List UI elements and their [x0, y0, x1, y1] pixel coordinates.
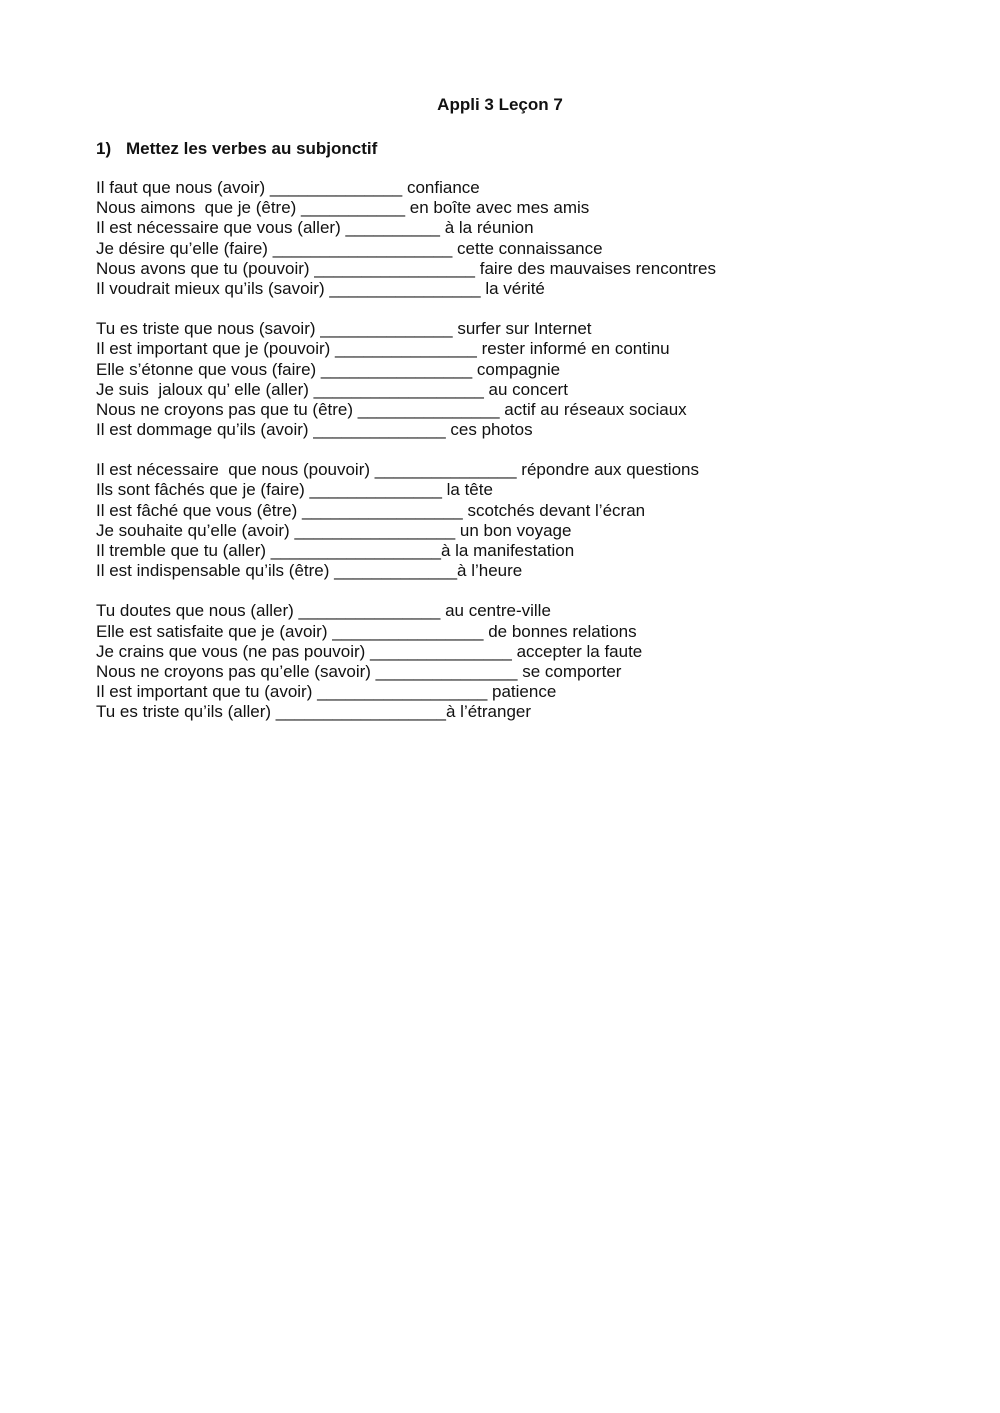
sentence: Nous avons que tu (pouvoir) _________________ faire des mauvaises rencontres [96, 258, 716, 278]
sentence: Tu doutes que nous (aller) _______________ au centre-ville [96, 601, 551, 621]
sentence: Il est dommage qu’ils (avoir) ______________ ces photos [96, 420, 533, 440]
sentence: Il est fâché que vous (être) _________________ scotchés devant l’écran [96, 500, 646, 520]
sentence: Il faut que nous (avoir) ______________ confiance [96, 178, 480, 197]
exercise-instruction: Mettez les verbes au subjonctif [126, 139, 378, 158]
sentence: Il est indispensable qu’ils (être) _____________à l’heure [96, 561, 523, 581]
sentence-list [96, 178, 956, 743]
sentence: Il voudrait mieux qu’ils (savoir) ________________ la vérité [96, 278, 545, 298]
sentence: Elle s’étonne que vous (faire) ________________ compagnie [96, 359, 561, 379]
sentence-group-1 [96, 178, 956, 299]
exercise-heading [96, 138, 377, 160]
sentence: Il est important que je (pouvoir) _______________ rester informé en continu [96, 339, 670, 359]
sentence: Il est important que tu (avoir) __________________ patience [96, 682, 557, 702]
sentence: Je suis jaloux qu’ elle (aller) __________________ au concert [96, 379, 568, 399]
sentence: Je crains que vous (ne pas pouvoir) _______________ accepter la faute [96, 641, 643, 661]
sentence: Nous ne croyons pas qu’elle (savoir) _______________ se comporter [96, 661, 622, 681]
sentence-group-3 [96, 460, 956, 581]
sentence: Il est nécessaire que nous (pouvoir) _______________ répondre aux questions [96, 460, 699, 480]
sentence: Il tremble que tu (aller) __________________à la manifestation [96, 541, 575, 560]
sentence: Tu es triste qu’ils (aller) __________________à l’étranger [96, 702, 532, 722]
sentence-group-2 [96, 319, 956, 440]
exercise-number: 1) [96, 139, 112, 158]
sentence: Je désire qu’elle (faire) ___________________ cette connaissance [96, 238, 603, 258]
sentence: Tu es triste que nous (savoir) ______________ surfer sur Internet [96, 319, 592, 339]
sentence: Elle est satisfaite que je (avoir) ________________ de bonnes relations [96, 621, 637, 641]
sentence: Ils sont fâchés que je (faire) ______________ la tête [96, 480, 493, 500]
sentence-group-4 [96, 601, 956, 722]
sentence: Je souhaite qu’elle (avoir) _________________ un bon voyage [96, 520, 572, 540]
sentence: Il est nécessaire que vous (aller) __________ à la réunion [96, 218, 534, 238]
sentence: Nous aimons que je (être) ___________ en boîte avec mes amis [96, 198, 590, 218]
sentence: Nous ne croyons pas que tu (être) _______________ actif au réseaux sociaux [96, 399, 687, 419]
page-title: Appli 3 Leçon 7 [437, 95, 563, 114]
